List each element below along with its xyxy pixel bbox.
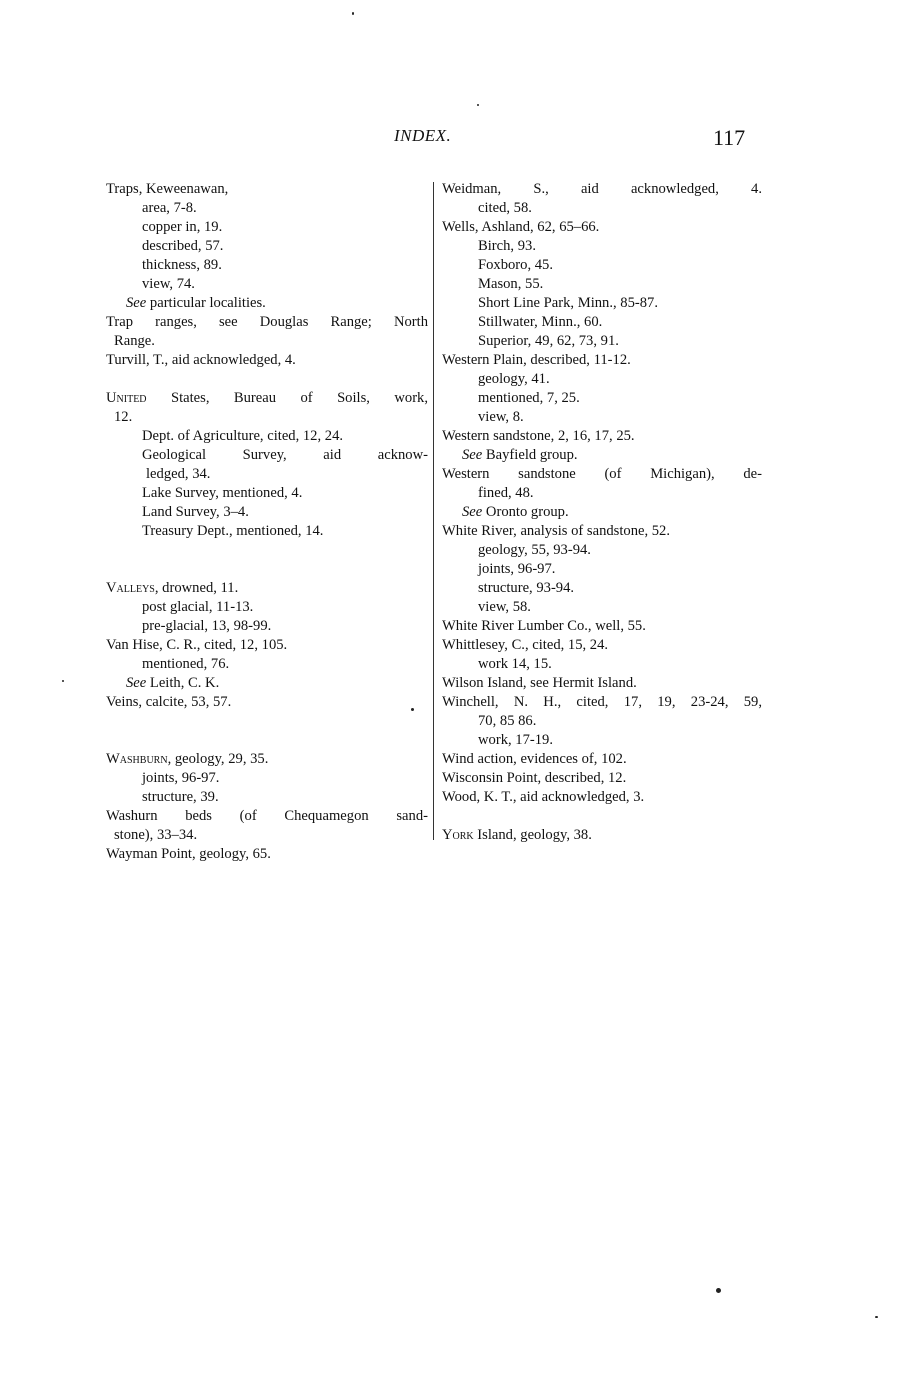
index-subentry bbox=[442, 731, 762, 750]
entry-text: , drowned, 11. bbox=[154, 580, 239, 596]
index-subentry bbox=[106, 598, 428, 617]
entry-text: Traps, Keweenawan, bbox=[106, 181, 229, 197]
index-subentry bbox=[106, 674, 428, 693]
entry-text: Leith, C. K. bbox=[146, 675, 220, 691]
index-subentry bbox=[442, 389, 762, 408]
index-subentry bbox=[442, 712, 762, 731]
index-subentry bbox=[106, 237, 428, 256]
entry-text: Western Plain, described, 11-12. bbox=[442, 352, 631, 368]
entry-keyword: United bbox=[106, 390, 147, 406]
entry-text: view, 74. bbox=[142, 276, 195, 292]
entry-text: copper in, 19. bbox=[142, 219, 223, 235]
index-subentry bbox=[442, 560, 762, 579]
entry-text: thickness, 89. bbox=[142, 257, 222, 273]
index-entry bbox=[442, 522, 762, 541]
entry-text: , geology, 29, 35. bbox=[167, 751, 269, 767]
index-entry bbox=[106, 807, 428, 826]
entry-text: work, 17-19. bbox=[478, 732, 553, 748]
entry-spacer bbox=[106, 560, 428, 579]
entry-text: Lake Survey, mentioned, 4. bbox=[142, 485, 303, 501]
index-entry bbox=[442, 826, 762, 845]
entry-text: 70, 85 86. bbox=[478, 713, 537, 729]
index-subentry bbox=[106, 522, 428, 541]
entry-text: structure, 93-94. bbox=[478, 580, 575, 596]
index-entry bbox=[442, 351, 762, 370]
index-entry bbox=[106, 313, 428, 332]
index-entry bbox=[106, 693, 428, 712]
entry-text: Winchell, N. H., cited, 17, 19, 23-24, 59, bbox=[442, 694, 762, 710]
index-subentry bbox=[106, 617, 428, 636]
index-subentry bbox=[106, 408, 428, 427]
index-subentry bbox=[442, 408, 762, 427]
index-subentry bbox=[442, 503, 762, 522]
index-subentry bbox=[106, 294, 428, 313]
index-entry bbox=[442, 769, 762, 788]
index-subentry bbox=[442, 199, 762, 218]
index-entry bbox=[442, 674, 762, 693]
index-subentry bbox=[106, 788, 428, 807]
entry-text: geology, 41. bbox=[478, 371, 550, 387]
index-subentry bbox=[106, 484, 428, 503]
entry-text: Van Hise, C. R., cited, 12, 105. bbox=[106, 637, 288, 653]
entry-text: area, 7-8. bbox=[142, 200, 197, 216]
entry-keyword: Valleys bbox=[106, 580, 155, 596]
index-entry bbox=[442, 788, 762, 807]
entry-text: pre-glacial, 13, 98-99. bbox=[142, 618, 272, 634]
entry-text: view, 8. bbox=[478, 409, 524, 425]
entry-text: Superior, 49, 62, 73, 91. bbox=[478, 333, 619, 349]
entry-text: Foxboro, 45. bbox=[478, 257, 553, 273]
index-subentry bbox=[442, 655, 762, 674]
entry-text: cited, 58. bbox=[478, 200, 532, 216]
entry-text: Western sandstone, 2, 16, 17, 25. bbox=[442, 428, 635, 444]
entry-keyword: Washburn bbox=[106, 751, 168, 767]
index-subentry bbox=[442, 332, 762, 351]
entry-text: described, 57. bbox=[142, 238, 224, 254]
see-reference-label: See bbox=[462, 447, 483, 463]
entry-text: Stillwater, Minn., 60. bbox=[478, 314, 603, 330]
entry-text: White River, analysis of sandstone, 52. bbox=[442, 523, 671, 539]
entry-text: Land Survey, 3–4. bbox=[142, 504, 249, 520]
index-entry bbox=[442, 180, 762, 199]
index-entry bbox=[442, 465, 762, 484]
entry-text: Wood, K. T., aid acknowledged, 3. bbox=[442, 789, 645, 805]
index-entry bbox=[106, 750, 428, 769]
entry-text: joints, 96-97. bbox=[478, 561, 556, 577]
index-subentry bbox=[106, 218, 428, 237]
entry-text: Veins, calcite, 53, 57. bbox=[106, 694, 232, 710]
column-divider bbox=[433, 182, 434, 840]
entry-text: structure, 39. bbox=[142, 789, 219, 805]
entry-text: stone), 33–34. bbox=[114, 827, 198, 843]
entry-text: geology, 55, 93-94. bbox=[478, 542, 591, 558]
index-subentry bbox=[106, 427, 428, 446]
entry-spacer bbox=[106, 370, 428, 389]
entry-text: view, 58. bbox=[478, 599, 531, 615]
entry-text: White River Lumber Co., well, 55. bbox=[442, 618, 646, 634]
index-subentry bbox=[106, 256, 428, 275]
index-subentry bbox=[106, 503, 428, 522]
entry-text: work 14, 15. bbox=[478, 656, 552, 672]
running-header: INDEX. bbox=[394, 126, 452, 145]
index-subentry bbox=[442, 256, 762, 275]
entry-text: Western sandstone (of Michigan), de- bbox=[442, 466, 762, 482]
index-entry bbox=[106, 389, 428, 408]
index-entry bbox=[442, 218, 762, 237]
index-entry bbox=[106, 180, 428, 199]
index-column-left bbox=[106, 180, 428, 864]
index-subentry bbox=[442, 598, 762, 617]
index-subentry bbox=[106, 769, 428, 788]
index-subentry bbox=[442, 541, 762, 560]
index-subentry bbox=[106, 275, 428, 294]
index-entry bbox=[442, 750, 762, 769]
entry-text: post glacial, 11-13. bbox=[142, 599, 254, 615]
entry-text: Island, geology, 38. bbox=[473, 827, 592, 843]
index-subentry bbox=[106, 465, 428, 484]
entry-text: Dept. of Agriculture, cited, 12, 24. bbox=[142, 428, 344, 444]
entry-text: Birch, 93. bbox=[478, 238, 536, 254]
index-subentry bbox=[442, 294, 762, 313]
entry-spacer bbox=[106, 712, 428, 731]
page-number: 117 bbox=[713, 125, 746, 150]
index-subentry bbox=[442, 484, 762, 503]
index-entry bbox=[442, 617, 762, 636]
entry-text: fined, 48. bbox=[478, 485, 534, 501]
index-entry bbox=[442, 427, 762, 446]
entry-text: Trap ranges, see Douglas Range; North bbox=[106, 314, 428, 330]
index-entry bbox=[106, 845, 428, 864]
print-speck bbox=[875, 1316, 878, 1318]
entry-text: Treasury Dept., mentioned, 14. bbox=[142, 523, 324, 539]
entry-text: mentioned, 76. bbox=[142, 656, 230, 672]
index-subentry bbox=[442, 370, 762, 389]
index-subentry bbox=[106, 199, 428, 218]
entry-text: Washurn beds (of Chequamegon sand- bbox=[106, 808, 428, 824]
entry-text: ledged, 34. bbox=[146, 466, 211, 482]
entry-spacer bbox=[442, 807, 762, 826]
entry-spacer bbox=[106, 541, 428, 560]
entry-text: Wind action, evidences of, 102. bbox=[442, 751, 627, 767]
print-speck bbox=[352, 12, 354, 15]
see-reference-label: See bbox=[126, 295, 147, 311]
entry-text: Turvill, T., aid acknowledged, 4. bbox=[106, 352, 296, 368]
index-subentry bbox=[442, 579, 762, 598]
entry-text: Short Line Park, Minn., 85-87. bbox=[478, 295, 658, 311]
entry-text: Wells, Ashland, 62, 65–66. bbox=[442, 219, 600, 235]
entry-text: Wilson Island, see Hermit Island. bbox=[442, 675, 637, 691]
entry-keyword: York bbox=[442, 827, 474, 843]
entry-text: Whittlesey, C., cited, 15, 24. bbox=[442, 637, 609, 653]
index-subentry bbox=[442, 446, 762, 465]
entry-text: Wayman Point, geology, 65. bbox=[106, 846, 271, 862]
entry-text: joints, 96-97. bbox=[142, 770, 220, 786]
entry-text: 12. bbox=[114, 409, 133, 425]
index-subentry bbox=[442, 313, 762, 332]
see-reference-label: See bbox=[126, 675, 147, 691]
entry-text: Geological Survey, aid acknow- bbox=[142, 447, 428, 463]
entry-text: particular localities. bbox=[146, 295, 266, 311]
entry-text: Weidman, S., aid acknowledged, 4. bbox=[442, 181, 762, 197]
print-speck bbox=[411, 708, 414, 711]
index-entry bbox=[106, 351, 428, 370]
index-subentry bbox=[106, 332, 428, 351]
entry-text: Range. bbox=[114, 333, 155, 349]
entry-text: mentioned, 7, 25. bbox=[478, 390, 580, 406]
print-speck bbox=[716, 1288, 721, 1293]
entry-spacer bbox=[106, 731, 428, 750]
index-column-right bbox=[442, 180, 762, 845]
entry-text: States, Bureau of Soils, work, bbox=[146, 390, 428, 406]
index-entry bbox=[106, 579, 428, 598]
index-subentry bbox=[106, 826, 428, 845]
index-entry bbox=[442, 693, 762, 712]
index-entry bbox=[442, 636, 762, 655]
entry-text: Mason, 55. bbox=[478, 276, 544, 292]
entry-text: Bayfield group. bbox=[482, 447, 578, 463]
index-subentry bbox=[442, 275, 762, 294]
print-speck bbox=[477, 104, 479, 106]
index-subentry bbox=[106, 655, 428, 674]
index-subentry bbox=[106, 446, 428, 465]
entry-text: Wisconsin Point, described, 12. bbox=[442, 770, 627, 786]
print-speck bbox=[62, 680, 64, 682]
index-entry bbox=[106, 636, 428, 655]
index-subentry bbox=[442, 237, 762, 256]
see-reference-label: See bbox=[462, 504, 483, 520]
entry-text: Oronto group. bbox=[482, 504, 569, 520]
